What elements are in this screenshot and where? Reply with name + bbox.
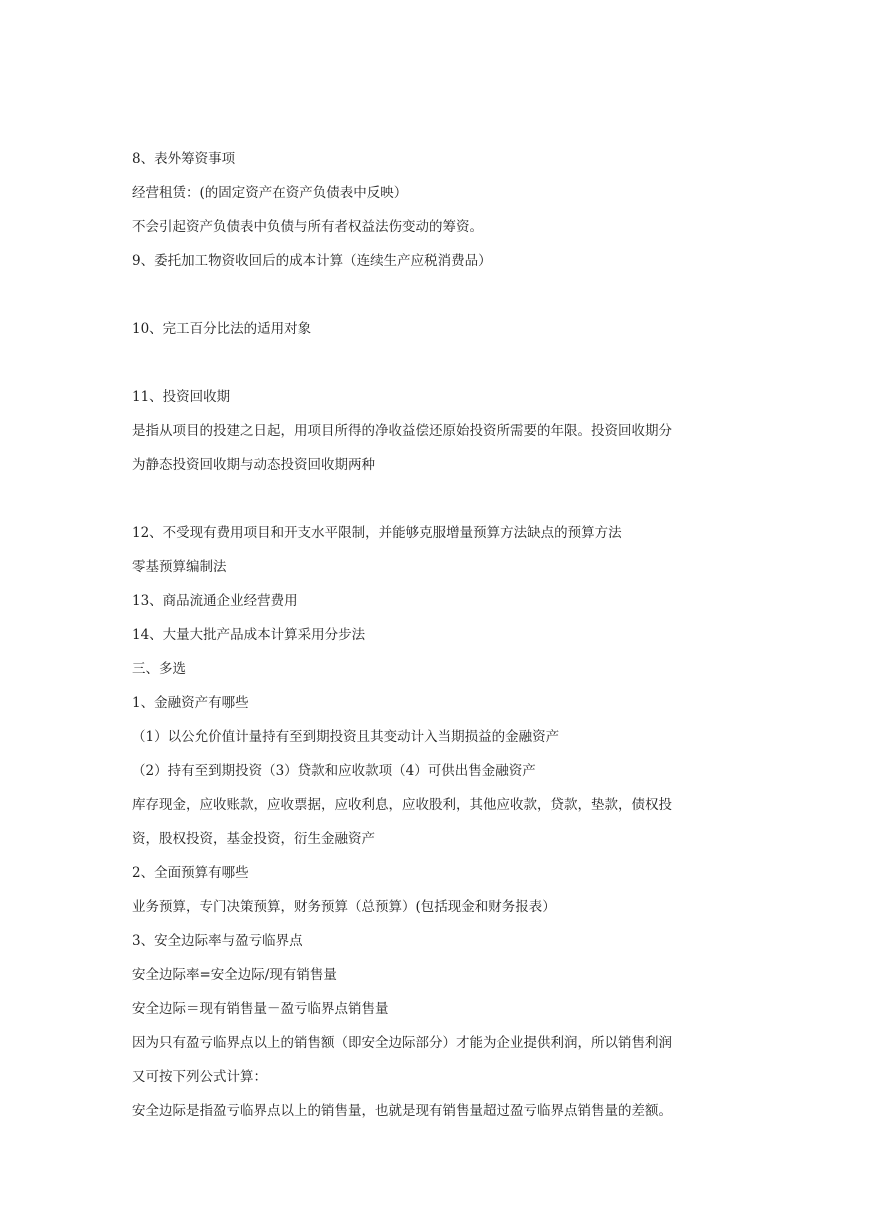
text-financing-note: 不会引起资产负债表中负债与所有者权益法伤变动的筹资。 (132, 219, 483, 235)
text-financial-assets-list-2: 资，股权投资，基金投资，衍生金融资产 (132, 831, 375, 847)
text-payback-definition-2: 为静态投资回收期与动态投资回收期两种 (132, 457, 375, 473)
text-profit-explanation-2: 又可按下列公式计算： (132, 1069, 267, 1085)
blank-line (132, 482, 742, 516)
text-financial-assets-list-1: 库存现金，应收账款，应收票据，应收利息，应收股利，其他应收款，贷款，垫款，债权投 (132, 797, 672, 813)
heading-commodity-expenses: 13、商品流通企业经营费用 (132, 593, 298, 609)
text-safety-margin-rate: 安全边际率=安全边际/现有销售量 (132, 967, 337, 983)
document-body (132, 142, 742, 1128)
text-financial-assets-1: （1）以公允价值计量持有至到期投资且其变动计入当期损益的金融资产 (132, 729, 560, 745)
text-safety-margin-formula: 安全边际＝现有销售量－盈亏临界点销售量 (132, 1001, 389, 1017)
heading-safety-margin: 3、安全边际率与盈亏临界点 (132, 933, 303, 949)
blank-line (132, 278, 742, 312)
heading-payback-period: 11、投资回收期 (132, 389, 231, 405)
text-comprehensive-budget: 业务预算，专门决策预算，财务预算（总预算）(包括现金和财务报表） (132, 899, 556, 915)
text-profit-explanation-1: 因为只有盈亏临界点以上的销售额（即安全边际部分）才能为企业提供利润，所以销售利润 (132, 1035, 672, 1051)
text-financial-assets-2: （2）持有至到期投资（3）贷款和应收款项（4）可供出售金融资产 (132, 763, 536, 779)
heading-budget-method: 12、不受现有费用项目和开支水平限制，并能够克服增量预算方法缺点的预算方法 (132, 525, 622, 541)
heading-step-costing: 14、大量大批产品成本计算采用分步法 (132, 627, 366, 643)
heading-financial-assets: 1、金融资产有哪些 (132, 695, 249, 711)
blank-line (132, 346, 742, 380)
text-safety-margin-definition: 安全边际是指盈亏临界点以上的销售量，也就是现有销售量超过盈亏临界点销售量的差额。 (132, 1103, 672, 1119)
heading-off-balance-financing: 8、表外筹资事项 (132, 151, 236, 167)
heading-percentage-completion: 10、完工百分比法的适用对象 (132, 321, 312, 337)
heading-consigned-processing: 9、委托加工物资收回后的成本计算（连续生产应税消费品） (132, 253, 492, 269)
text-payback-definition-1: 是指从项目的投建之日起，用项目所得的净收益偿还原始投资所需要的年限。投资回收期分 (132, 423, 672, 439)
section-multiple-choice: 三、多选 (132, 661, 186, 677)
text-zero-based-budget: 零基预算编制法 (132, 559, 227, 575)
heading-comprehensive-budget: 2、全面预算有哪些 (132, 865, 249, 881)
text-operating-lease: 经营租赁：(的固定资产在资产负债表中反映） (132, 185, 408, 201)
